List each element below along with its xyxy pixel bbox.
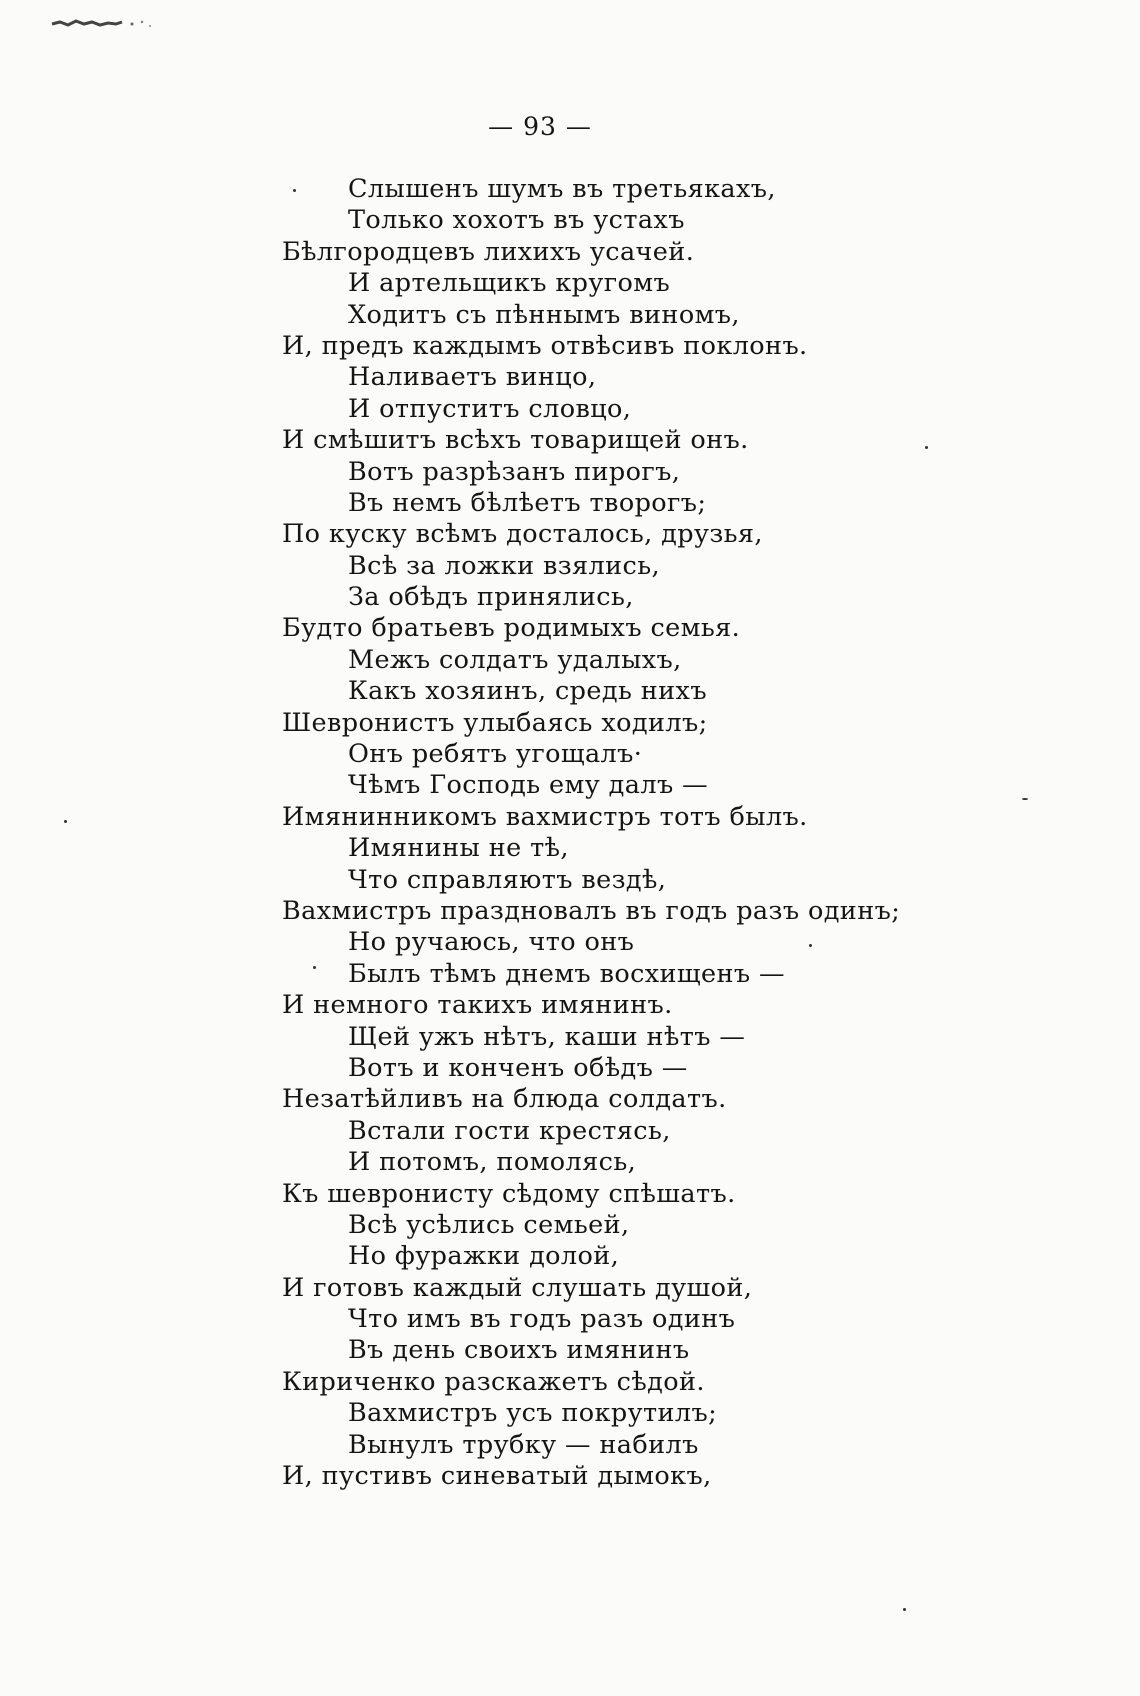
poem-line: И готовъ каждый слушать душой, xyxy=(282,1272,753,1303)
poem-line: Но ручаюсь, что онъ xyxy=(348,927,635,958)
poem-line: Вахмистръ праздновалъ въ годъ разъ одинъ; xyxy=(282,895,901,926)
poem-line: И смѣшитъ всѣхъ товарищей онъ. xyxy=(282,425,749,456)
poem-line: Что справляютъ вездѣ, xyxy=(348,864,667,895)
poem-text xyxy=(282,174,982,1492)
poem-line: Щей ужъ нѣтъ, каши нѣтъ — xyxy=(348,1021,746,1052)
poem-line: Встали гости крестясь, xyxy=(348,1115,671,1146)
poem-line: И немного такихъ имянинъ. xyxy=(282,990,673,1021)
poem-line: И, предъ каждымъ отвѣсивъ поклонъ. xyxy=(282,330,808,361)
poem-line: И потомъ, помолясь, xyxy=(348,1147,637,1178)
poem-line: Былъ тѣмъ днемъ восхищенъ — xyxy=(348,958,785,989)
poem-line: Въ день своихъ имянинъ xyxy=(348,1335,690,1366)
poem-line: Къ шевронисту сѣдому спѣшатъ. xyxy=(282,1178,736,1209)
poem-line: Межъ солдатъ удалыхъ, xyxy=(348,644,682,675)
poem-line: Вотъ разрѣзанъ пирогъ, xyxy=(348,456,681,487)
poem-line: Имянинникомъ вахмистръ тотъ былъ. xyxy=(282,801,808,832)
poem-line: Какъ хозяинъ, средь нихъ xyxy=(348,676,707,707)
poem-line: Только хохотъ въ устахъ xyxy=(348,205,685,236)
poem-line: Что имъ въ годъ разъ одинъ xyxy=(348,1304,736,1335)
poem-line: Незатѣйливъ на блюда солдатъ. xyxy=(282,1084,727,1115)
poem-line: Будто братьевъ родимыхъ семья. xyxy=(282,613,741,644)
poem-line: Ходитъ съ пѣннымъ виномъ, xyxy=(348,299,740,330)
ink-speck xyxy=(293,189,296,192)
ink-speck xyxy=(64,820,67,823)
poem-line: И артельщикъ кругомъ xyxy=(348,268,671,299)
poem-line: Вынулъ трубку — набилъ xyxy=(348,1429,699,1460)
poem-line: Имянины не тѣ, xyxy=(348,833,569,864)
poem-line: Но фуражки долой, xyxy=(348,1241,620,1272)
page-number: — 93 — xyxy=(488,112,592,141)
poem-line: Наливаетъ винцо, xyxy=(348,362,597,393)
poem-line: Всѣ за ложки взялись, xyxy=(348,550,660,581)
ink-speck xyxy=(903,1608,906,1611)
poem-line: Чѣмъ Господь ему далъ — xyxy=(348,770,708,801)
poem-line: За обѣдъ принялись, xyxy=(348,582,634,613)
poem-line: Въ немъ бѣлѣетъ творогъ; xyxy=(348,487,707,518)
poem-line: Слышенъ шумъ въ третьякахъ, xyxy=(348,174,776,204)
poem-line: И отпуститъ словцо, xyxy=(348,393,632,424)
poem-line: Кириченко разскажетъ сѣдой. xyxy=(282,1366,705,1397)
poem-line: Бѣлгородцевъ лихихъ усачей. xyxy=(282,236,695,267)
poem-line: Шевронистъ улыбаясь ходилъ; xyxy=(282,707,708,738)
ink-speck xyxy=(925,446,928,449)
ink-speck xyxy=(809,944,812,947)
poem-line: По куску всѣмъ досталось, друзья, xyxy=(282,519,763,550)
poem-line: И, пустивъ синеватый дымокъ, xyxy=(282,1461,712,1492)
ink-speck xyxy=(1022,798,1028,800)
poem-line: Онъ ребятъ угощалъ· xyxy=(348,739,643,770)
ink-speck xyxy=(313,966,316,969)
poem-line: Вотъ и конченъ обѣдъ — xyxy=(348,1052,688,1083)
poem-line: Всѣ усѣлись семьей, xyxy=(348,1209,630,1240)
scan-artifact-mark xyxy=(50,18,155,30)
poem-line: Вахмистръ усъ покрутилъ; xyxy=(348,1398,718,1429)
